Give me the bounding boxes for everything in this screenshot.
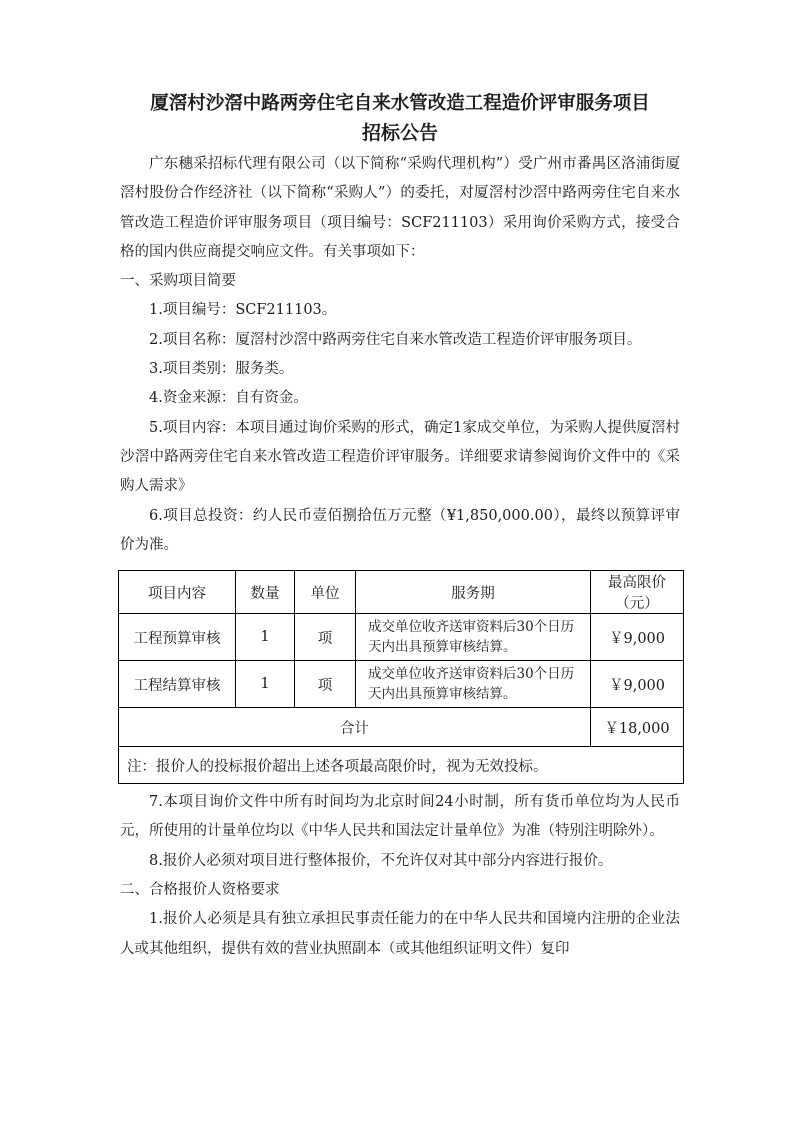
table-cell: 工程预算审核 [119, 614, 236, 661]
item-overall-quote: 8.报价人必须对项目进行整体报价，不允许仅对其中部分内容进行报价。 [149, 852, 613, 869]
table-cell: 成交单位收齐送审资料后30个日历天内出具预算审核结算。 [356, 661, 591, 708]
table-total-label: 合计 [119, 708, 591, 747]
table-cell: 项 [295, 661, 356, 708]
table-header-row [119, 571, 684, 614]
item-project-number: 1.项目编号：SCF211103。 [149, 302, 337, 319]
price-cap-table [118, 570, 684, 784]
table-cell: 工程结算审核 [119, 661, 236, 708]
table-cell: ￥9,000 [591, 614, 684, 661]
section-heading-1: 一、采购项目简要 [120, 273, 236, 290]
table-cell: 项 [295, 614, 356, 661]
item-project-name-label: 2.项目名称： [149, 331, 236, 348]
table-cell: 成交单位收齐送审资料后30个日历天内出具预算审核结算。 [356, 614, 591, 661]
table-header-cell: 项目内容 [119, 571, 236, 614]
table-note: 注：报价人的投标报价超出上述各项最高限价时，视为无效投标。 [119, 747, 684, 784]
table-total-value: ￥18,000 [591, 708, 684, 747]
table-cell: 1 [236, 614, 295, 661]
intro-paragraph: 广东穗采招标代理有限公司（以下简称“采购代理机构”）受广州市番禺区洛浦街厦滘村股份合作经济社（以下简称“采购人”）的委托，对厦滘村沙滘中路两旁住宅自来水管改造工程造价评审服务项目（项目编号：SCF211103）采用询价采购方式，接受合格的国内供应商提交响应文件。有关事项如下： [120, 156, 680, 260]
document-body [120, 90, 680, 964]
table-row [119, 614, 684, 661]
section-heading-2: 二、合格报价人资格要求 [120, 882, 280, 899]
item-project-name [120, 326, 680, 355]
table-row [119, 661, 684, 708]
table-cell: 1 [236, 661, 295, 708]
item-funding-source: 4.资金来源：自有资金。 [149, 390, 308, 407]
table-cell: ￥9,000 [591, 661, 684, 708]
table-header-cell: 服务期 [356, 571, 591, 614]
table-note-row [119, 747, 684, 784]
item-project-content: 5.项目内容：本项目通过询价采购的形式，确定1家成交单位，为采购人提供厦滘村沙滘中路两旁住宅自来水管改造工程造价评审服务。详细要求请参阅询价文件中的《采购人需求》 [120, 419, 680, 495]
table-total-row [119, 708, 684, 747]
item-time-currency: 7.本项目询价文件中所有时间均为北京时间24小时制，所有货币单位均为人民币元，所使用的计量单位均以《中华人民共和国法定计量单位》为准（特别注明除外）。 [120, 794, 680, 840]
item-project-category: 3.项目类别：服务类。 [149, 361, 294, 378]
table-header-cell: 最高限价（元） [591, 571, 684, 614]
item-project-name-value: 厦滘村沙滘中路两旁住宅自来水管改造工程造价评审服务项目。 [235, 331, 642, 348]
document-subtitle: 招标公告 [361, 122, 438, 144]
table-header-cell: 单位 [295, 571, 356, 614]
item-total-investment: 6.项目总投资：约人民币壹佰捌拾伍万元整（¥1,850,000.00），最终以预算评审价为准。 [120, 507, 680, 553]
requirement-1: 1.报价人必须是具有独立承担民事责任能力的在中华人民共和国境内注册的企业法人或其他组织，提供有效的营业执照副本（或其他组织证明文件）复印 [120, 911, 680, 957]
document-title: 厦滘村沙滘中路两旁住宅自来水管改造工程造价评审服务项目 [150, 93, 650, 114]
table-header-cell: 数量 [236, 571, 295, 614]
